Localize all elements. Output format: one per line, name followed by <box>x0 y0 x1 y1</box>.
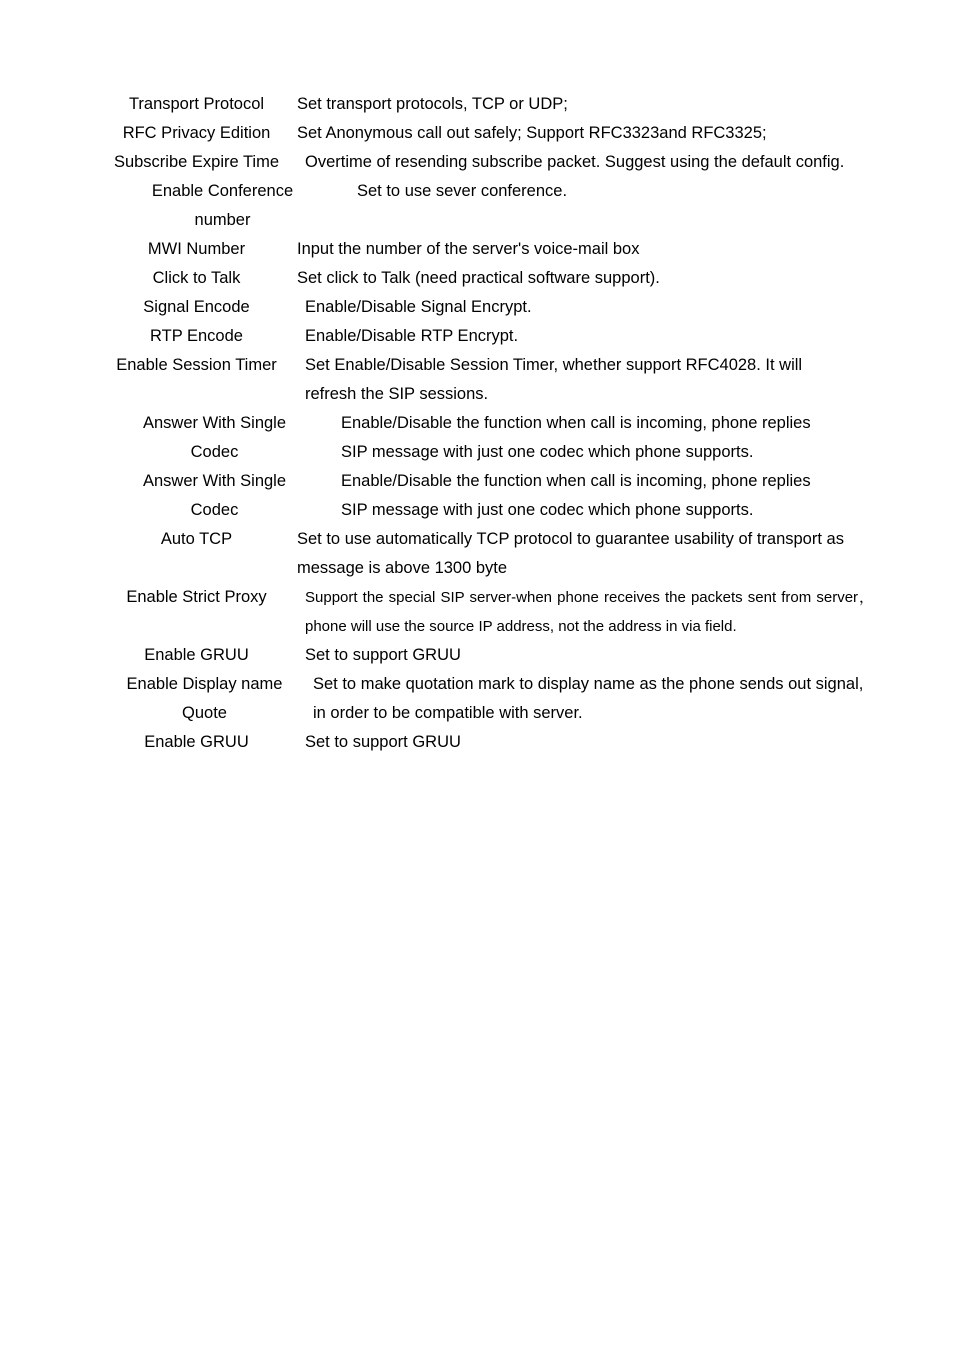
setting-description: Overtime of resending subscribe packet. Suggest using the default config. <box>305 153 845 171</box>
table-row <box>104 119 874 148</box>
setting-description: Set to support GRUU <box>305 733 461 751</box>
setting-name: RFC Privacy Edition <box>122 124 271 142</box>
setting-name: Answer With Single Codec <box>142 472 287 519</box>
setting-description: Set to use automatically TCP protocol to guarantee usability of transport as message is above 1300 byte <box>297 530 844 577</box>
setting-description: Set Anonymous call out safely; Support RFC3323and RFC3325; <box>297 124 767 142</box>
setting-name: Enable Strict Proxy <box>126 588 267 606</box>
setting-description: Enable/Disable Signal Encrypt. <box>305 298 532 316</box>
setting-description: Enable/Disable RTP Encrypt. <box>305 327 519 345</box>
setting-name: Enable Display name Quote <box>126 675 283 722</box>
table-row <box>104 264 874 293</box>
setting-description: Enable/Disable the function when call is incoming, phone replies SIP message with just one codec which phone supports. <box>341 472 811 519</box>
table-row <box>104 728 874 757</box>
table-row <box>104 90 874 119</box>
setting-description: Set to use sever conference. <box>357 182 568 200</box>
setting-name: Click to Talk <box>152 269 241 287</box>
setting-name: Auto TCP <box>160 530 233 548</box>
table-row <box>104 670 874 728</box>
setting-name: Enable GRUU <box>144 646 249 664</box>
setting-description: Input the number of the server's voice-mail box <box>297 240 640 258</box>
table-row <box>104 293 874 322</box>
setting-description: Support the special SIP server-when phone receives the packets sent from server， phone will use the source IP address, not the address in via field. <box>305 589 874 635</box>
table-row <box>104 177 874 235</box>
table-row <box>104 409 874 467</box>
setting-description: Set click to Talk (need practical software support). <box>297 269 660 287</box>
table-row <box>104 641 874 670</box>
table-row <box>104 583 874 641</box>
setting-description: Set Enable/Disable Session Timer, whether support RFC4028. It will refresh the SIP sessions. <box>305 356 803 403</box>
setting-description: Set to support GRUU <box>305 646 461 664</box>
table-row <box>104 525 874 583</box>
setting-name: MWI Number <box>147 240 246 258</box>
definition-table <box>104 90 874 757</box>
setting-description: Set transport protocols, TCP or UDP; <box>297 95 568 113</box>
setting-description: Enable/Disable the function when call is incoming, phone replies SIP message with just one codec which phone supports. <box>341 414 811 461</box>
table-row <box>104 322 874 351</box>
table-row <box>104 467 874 525</box>
setting-name: Subscribe Expire Time <box>113 153 280 171</box>
setting-name: Transport Protocol <box>128 95 265 113</box>
setting-name: RTP Encode <box>150 327 243 345</box>
setting-description: Set to make quotation mark to display name as the phone sends out signal, in order to be compatible with server. <box>313 675 864 722</box>
setting-name: Enable Session Timer <box>116 356 277 374</box>
table-row <box>104 351 874 409</box>
setting-name: Enable Conference number <box>151 182 294 229</box>
setting-name: Answer With Single Codec <box>142 414 287 461</box>
table-row <box>104 235 874 264</box>
setting-name: Enable GRUU <box>144 733 249 751</box>
setting-name: Signal Encode <box>143 298 250 316</box>
table-row <box>104 148 874 177</box>
